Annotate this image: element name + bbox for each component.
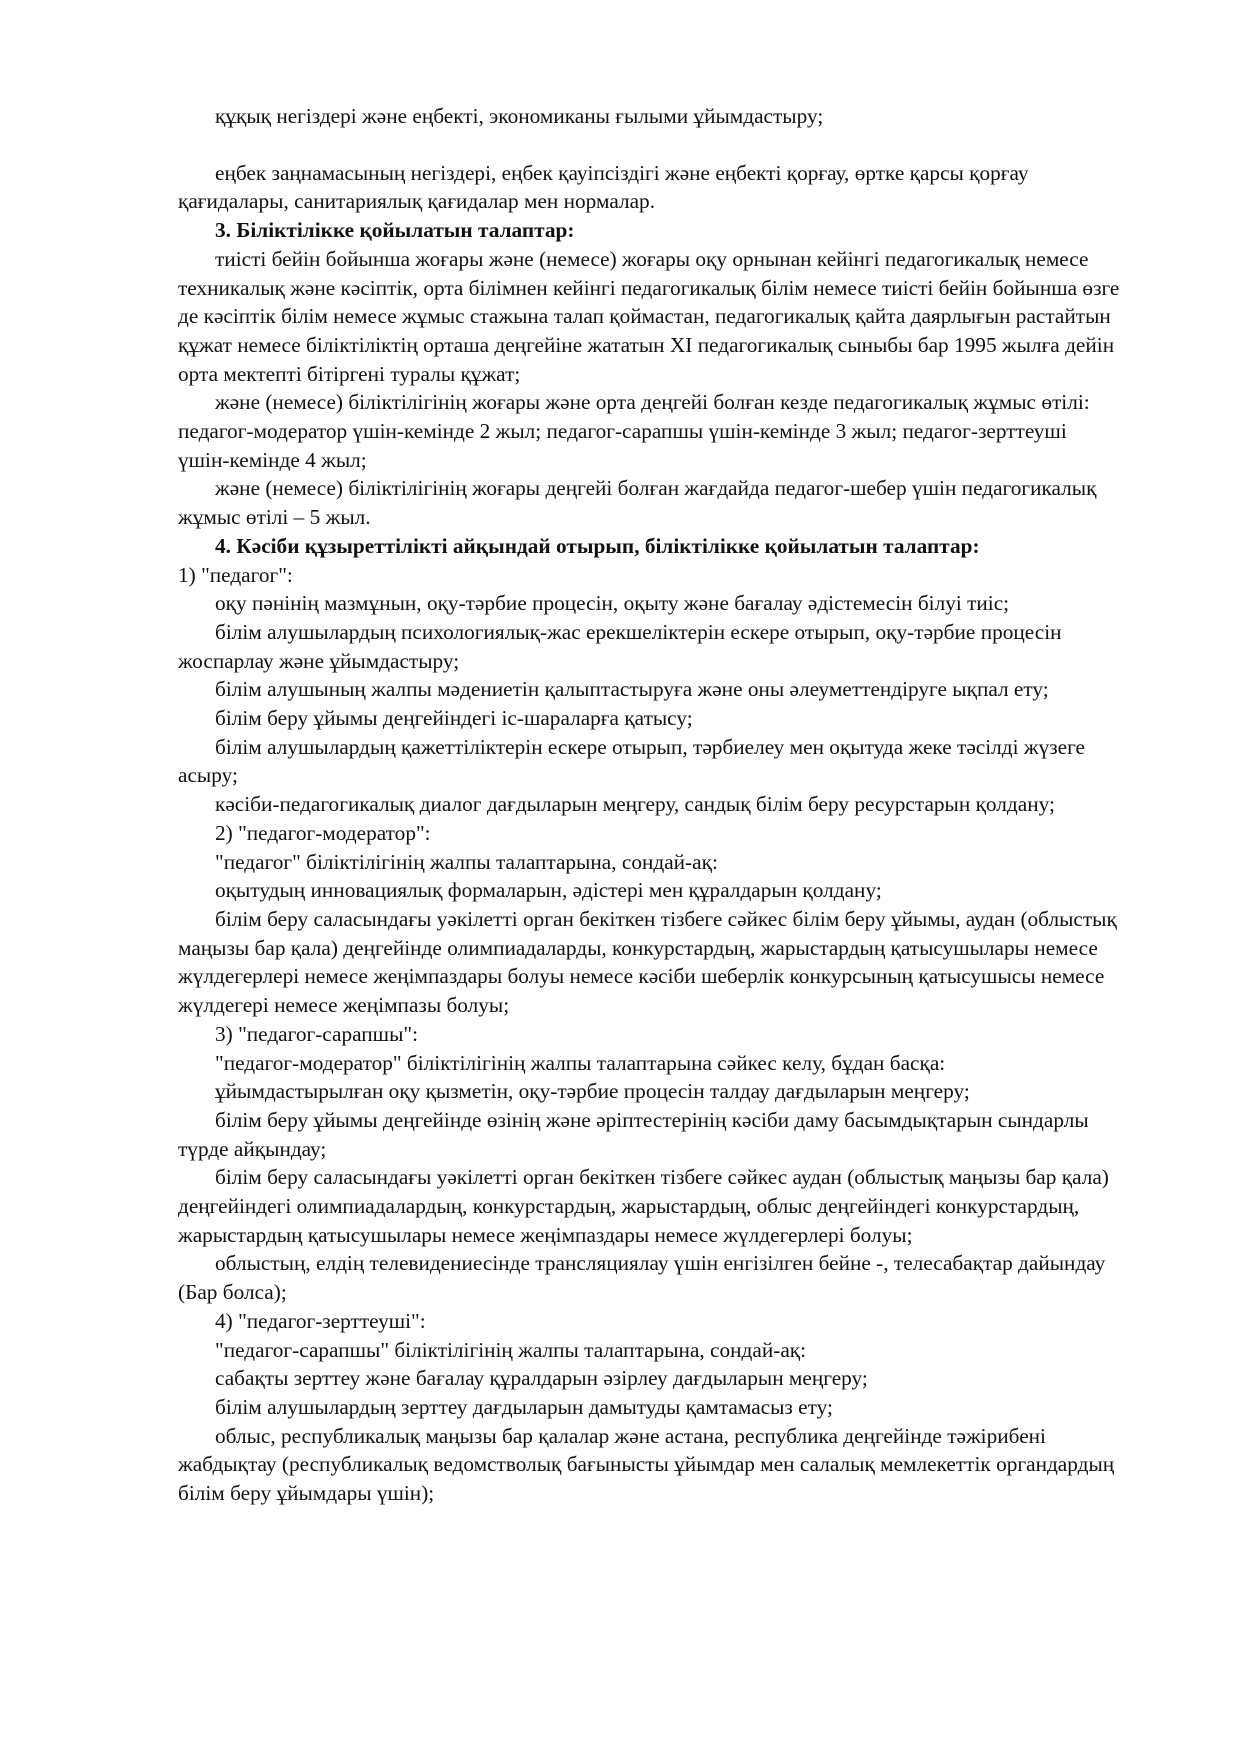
paragraph-4: тиісті бейін бойынша жоғары және (немесе) жоғары оқу орнынан кейінгі педагогикалық немесе техникалық және кәсіптік, орта білімнен кейінгі педагогикалық білім немесе тиісті бейін бойынша өзге де кәсіптік білім немесе жұмыс стажына талап қоймастан, педагогикалық қайта даярлығын растайтын құжат немесе біліктіліктің орташа деңгейіне жататын XI педагогикалық сыныбы бар 1995 жылға дейін орта мектепті бітіргені туралы құжат;: [178, 246, 1120, 386]
paragraph-27: сабақты зерттеу және бағалау құралдарын әзірлеу дағдыларын меңгеру;: [215, 1366, 868, 1391]
section-heading-3: 3. Біліктілікке қойылатын талаптар:: [215, 218, 575, 243]
paragraph-6: және (немесе) біліктілігінің жоғары деңгейі болған жағдайда педагог-шебер үшін педагогикалық жұмыс өтілі – 5 жыл.: [178, 476, 1097, 530]
list-item-3-heading: 3) "педагог-сарапшы":: [215, 1021, 418, 1046]
paragraph-1: құқық негіздері және еңбекті, экономиканы ғылыми ұйымдастыру;: [215, 104, 824, 128]
list-item-2-heading: 2) "педагог-модератор":: [215, 820, 431, 845]
paragraph-21: ұйымдастырылған оқу қызметін, оқу-тәрбие процесін талдау дағдыларын меңгеру;: [215, 1079, 970, 1104]
paragraph-28: білім алушылардың зерттеу дағдыларын дамытуды қамтамасыз ету;: [215, 1394, 833, 1419]
paragraph-13: білім алушылардың қажеттіліктерін ескере отырып, тәрбиелеу мен оқытуда жеке тәсілді жүзеге асыру;: [178, 734, 1085, 788]
paragraph-22: білім беру ұйымы деңгейінде өзінің және әріптестерінің кәсіби даму басымдықтарын сындарлы түрде айқындау;: [178, 1107, 1089, 1161]
paragraph-23: білім беру саласындағы уәкілетті орган бекіткен тізбеге сәйкес аудан (облыстық маңызы бар қала) деңгейіндегі олимпиадалардың, конкурстардың, жарыстардың, облыс деңгейіндегі конкурстардың, жарыстардың қатысушылары немесе жеңімпаздары немесе жүлдегерлері болуы;: [178, 1165, 1109, 1247]
paragraph-14: кәсіби-педагогикалық диалог дағдыларын меңгеру, сандық білім беру ресурстарын қолдану;: [215, 792, 1055, 817]
paragraph-20: "педагог-модератор" біліктілігінің жалпы талаптарына сәйкес келу, бұдан басқа:: [215, 1050, 946, 1075]
paragraph-11: білім алушының жалпы мәдениетін қалыптастыруға және оны әлеуметтендіруге ықпал ету;: [215, 677, 1049, 702]
section-heading-4: 4. Кәсіби құзыреттілікті айқындай отырып, біліктілікке қойылатын талаптар:: [215, 533, 980, 558]
paragraph-29: облыс, республикалық маңызы бар қалалар және астана, республика деңгейінде тәжірибені жабдықтау (республикалық ведомстволық бағынысты ұйымдар мен салалық мемлекеттік органдардың білім беру ұйымдары үшін);: [178, 1423, 1115, 1506]
paragraph-26: "педагог-сарапшы" біліктілігінің жалпы талаптарына, сондай-ақ:: [215, 1337, 807, 1362]
list-item-4-heading: 4) "педагог-зерттеуші":: [215, 1308, 426, 1333]
paragraph-17: оқытудың инновациялық формаларын, әдістері мен құралдарын қолдану;: [215, 878, 882, 903]
paragraph-10: білім алушылардың психологиялық-жас ерекшеліктерін ескере отырып, оқу-тәрбие процесін жоспарлау және ұйымдастыру;: [178, 619, 1062, 673]
paragraph-18: білім беру саласындағы уәкілетті орган бекіткен тізбеге сәйкес білім беру ұйымы, аудан (облыстық маңызы бар қала) деңгейінде олимпиадаларды, конкурстардың, жарыстардың қатысушылары немесе жүлдегерлері немесе жеңімпаздары болуы немесе кәсіби шеберлік конкурсының қатысушысы немесе жүлдегері немесе жеңімпазы болуы;: [178, 906, 1117, 1018]
list-item-1-heading: 1) "педагог":: [178, 562, 293, 587]
paragraph-16: "педагог" біліктілігінің жалпы талаптарына, сондай-ақ:: [215, 849, 718, 874]
paragraph-9: оқу пәнінің мазмұнын, оқу-тәрбие процесін, оқыту және бағалау әдістемесін білуі тиіс;: [215, 591, 1010, 616]
paragraph-5: және (немесе) біліктілігінің жоғары және орта деңгейі болған кезде педагогикалық жұмыс өтілі: педагог-модератор үшін-кемінде 2 жыл; педагог-сарапшы үшін-кемінде 3 жыл; педагог-зерттеуші үшін-кемінде 4 жыл;: [178, 390, 1090, 472]
paragraph-24: облыстың, елдің телевидениесінде трансляциялау үшін енгізілген бейне -, телесабақтар дайындау (Бар болса);: [178, 1251, 1106, 1305]
paragraph-2: еңбек заңнамасының негіздері, еңбек қауіпсіздігі және еңбекті қорғау, өртке қарсы қорғау қағидалары, санитариялық қағидалар мен нормалар.: [178, 160, 1029, 214]
paragraph-12: білім беру ұйымы деңгейіндегі іс-шараларға қатысу;: [215, 706, 693, 731]
